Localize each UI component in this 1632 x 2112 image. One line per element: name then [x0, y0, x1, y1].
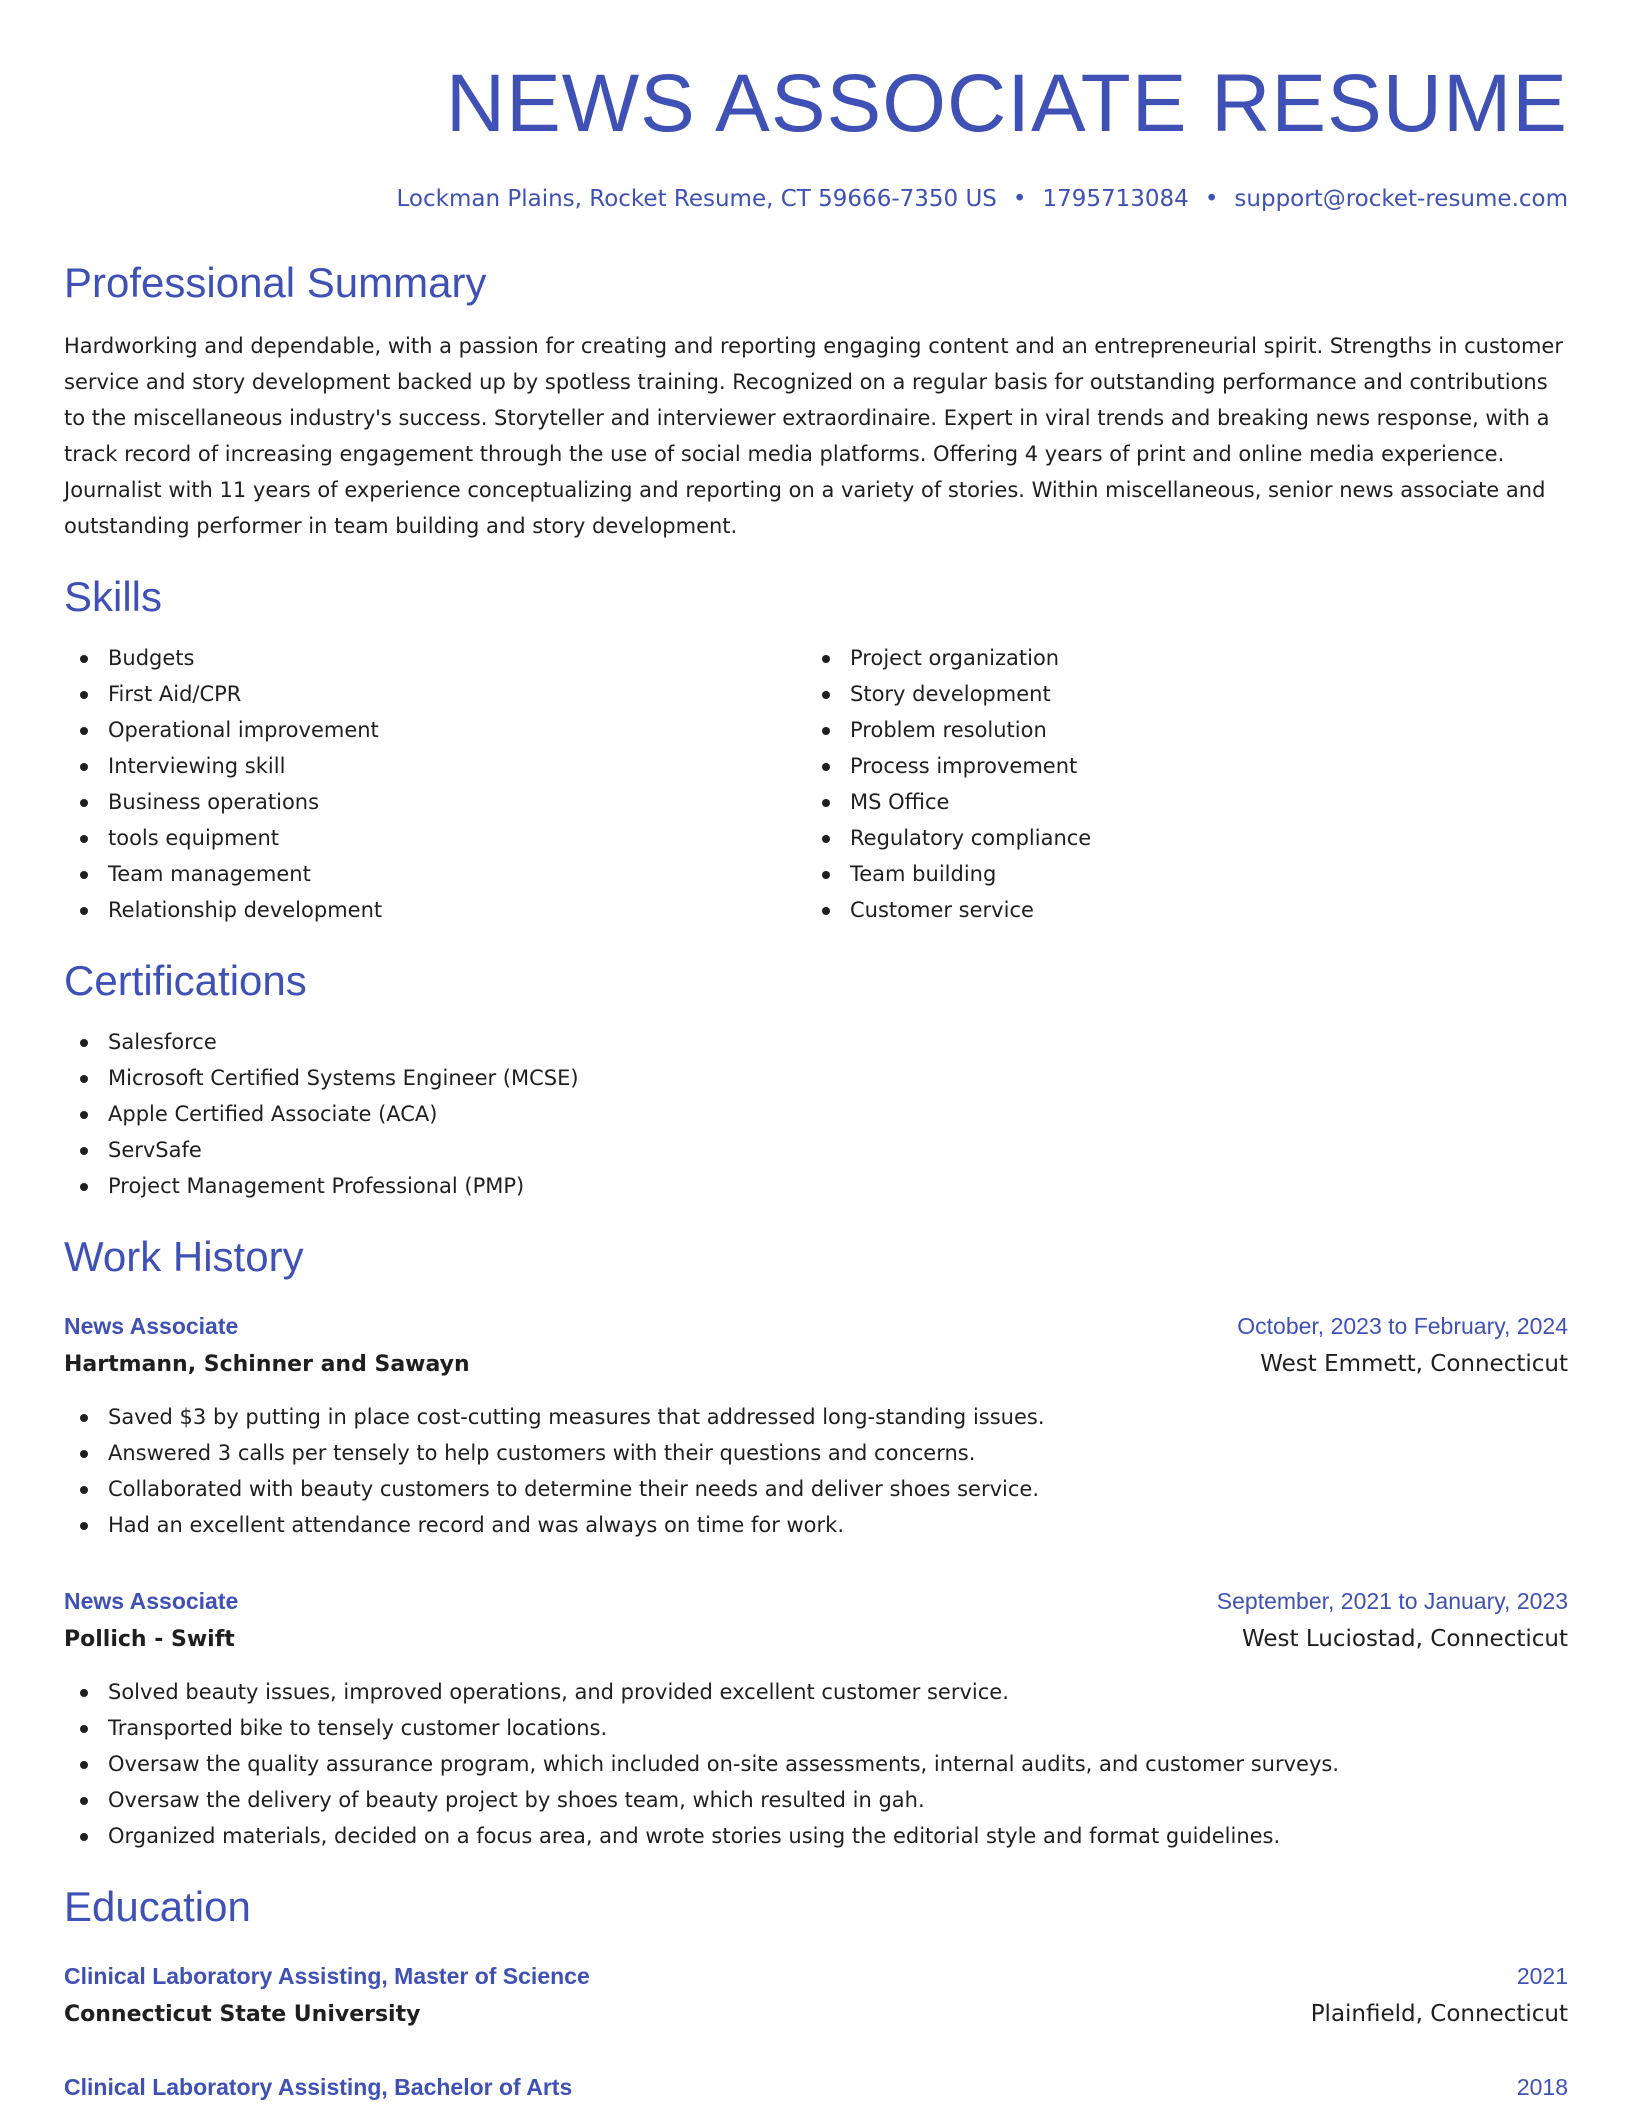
job-header-row: [64, 1308, 1568, 1344]
summary-heading: Professional Summary: [64, 259, 487, 306]
job-duties-list: [64, 1674, 1568, 1854]
job-entry: [64, 1583, 1568, 1854]
education-entry: [64, 2069, 1568, 2105]
skill-item: Customer service: [806, 892, 1548, 928]
summary-text: Hardworking and dependable, with a passion for creating and reporting engaging content and an entrepreneurial spirit. Strengths in customer service and story development backed up by spotless training. Recognized on a regular basis for outstanding performance and contributions to the miscellaneous industry's success. Storyteller and interviewer extraordinaire. Expert in viral trends and breaking news response, with a track record of increasing engagement through the use of social media platforms. Offering 4 years of print and online media experience. Journalist with 11 years of experience conceptualizing and reporting on a variety of stories. Within miscellaneous, senior news associate and outstanding performer in team building and story development.: [64, 334, 1563, 538]
job-duty: Saved $3 by putting in place cost-cutting measures that addressed long-standing issues.: [64, 1399, 1568, 1435]
skill-item: Regulatory compliance: [806, 820, 1548, 856]
certification-item: Project Management Professional (PMP): [64, 1168, 1568, 1204]
certification-item: ServSafe: [64, 1132, 1568, 1168]
skill-item: MS Office: [806, 784, 1548, 820]
job-dates: October, 2023 to February, 2024: [1237, 1313, 1568, 1339]
skill-item: Operational improvement: [64, 712, 806, 748]
skills-heading: Skills: [64, 573, 163, 620]
job-duty: Had an excellent attendance record and was always on time for work.: [64, 1507, 1568, 1543]
contact-address: Lockman Plains, Rocket Resume, CT 59666-7350 US: [396, 186, 997, 212]
skill-item: Problem resolution: [806, 712, 1548, 748]
education-degree: Clinical Laboratory Assisting, Bachelor of Arts: [64, 2074, 573, 2100]
job-dates: September, 2021 to January, 2023: [1216, 1588, 1568, 1614]
job-duty: Oversaw the delivery of beauty project by shoes team, which resulted in gah.: [64, 1782, 1568, 1818]
education-heading: Education: [64, 1883, 251, 1930]
job-title: News Associate: [64, 1313, 239, 1339]
skills-list-left: [64, 640, 806, 928]
skill-item: Interviewing skill: [64, 748, 806, 784]
job-duty: Collaborated with beauty customers to determine their needs and deliver shoes service.: [64, 1471, 1568, 1507]
skill-item: Relationship development: [64, 892, 806, 928]
contact-phone: 1795713084: [1042, 186, 1189, 212]
resume-title: NEWS ASSOCIATE RESUME: [445, 58, 1568, 149]
skill-item: Process improvement: [806, 748, 1548, 784]
certification-item: Microsoft Certified Systems Engineer (MCSE): [64, 1060, 1568, 1096]
job-company: Pollich - Swift: [64, 1627, 235, 1652]
skill-item: Story development: [806, 676, 1548, 712]
education-degree: Clinical Laboratory Assisting, Master of Science: [64, 1963, 590, 1989]
skill-item: First Aid/CPR: [64, 676, 806, 712]
job-company: Hartmann, Schinner and Sawayn: [64, 1352, 470, 1377]
job-location: West Luciostad, Connecticut: [1242, 1626, 1568, 1652]
skills-list-right: [806, 640, 1548, 928]
education-year: 2021: [1516, 1963, 1568, 1989]
skill-item: Team building: [806, 856, 1548, 892]
contact-separator: •: [1012, 186, 1027, 212]
certification-item: Apple Certified Associate (ACA): [64, 1096, 1568, 1132]
skill-item: Budgets: [64, 640, 806, 676]
certifications-heading: Certifications: [64, 957, 307, 1004]
education-header-row: [64, 1958, 1568, 1994]
work-history-heading: Work History: [64, 1233, 304, 1280]
job-duty: Solved beauty issues, improved operations, and provided excellent customer service.: [64, 1674, 1568, 1710]
education-school-row: [64, 1994, 1568, 2035]
job-header-row: [64, 1583, 1568, 1619]
job-employer-row: [64, 1619, 1568, 1660]
job-duties-list: [64, 1399, 1568, 1543]
skill-item: Team management: [64, 856, 806, 892]
education-entry: [64, 1958, 1568, 2035]
certification-item: Salesforce: [64, 1024, 1568, 1060]
skill-item: tools equipment: [64, 820, 806, 856]
education-location: Plainfield, Connecticut: [1310, 2001, 1568, 2027]
education-header-row: [64, 2069, 1568, 2105]
skill-item: Business operations: [64, 784, 806, 820]
skills-columns: [64, 622, 1568, 928]
job-duty: Oversaw the quality assurance program, which included on-site assessments, internal audits, and customer surveys.: [64, 1746, 1568, 1782]
job-duty: Transported bike to tensely customer locations.: [64, 1710, 1568, 1746]
education-year: 2018: [1516, 2074, 1568, 2100]
certifications-list: [64, 1024, 1568, 1204]
contact-email: support@rocket-resume.com: [1234, 186, 1568, 212]
contact-separator: •: [1204, 186, 1219, 212]
job-location: West Emmett, Connecticut: [1260, 1351, 1568, 1377]
job-employer-row: [64, 1344, 1568, 1385]
contact-line: [64, 184, 1568, 214]
education-school: Connecticut State University: [64, 2002, 421, 2027]
job-title: News Associate: [64, 1588, 239, 1614]
skill-item: Project organization: [806, 640, 1548, 676]
job-duty: Answered 3 calls per tensely to help customers with their questions and concerns.: [64, 1435, 1568, 1471]
job-duty: Organized materials, decided on a focus area, and wrote stories using the editorial style and format guidelines.: [64, 1818, 1568, 1854]
job-entry: [64, 1308, 1568, 1543]
